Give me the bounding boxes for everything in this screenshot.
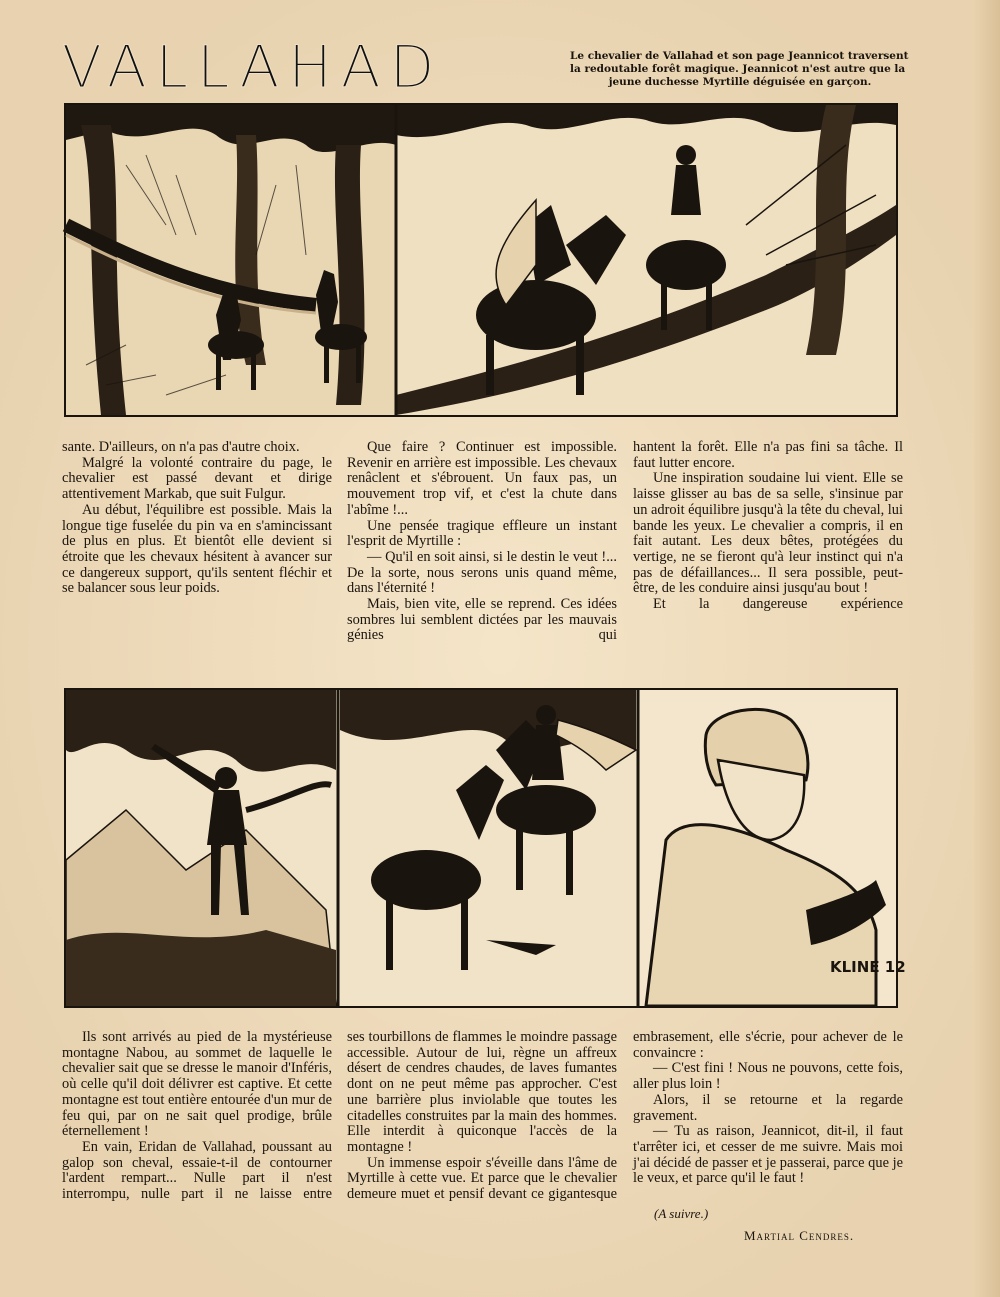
paragraph: Mais, bien vite, elle se reprend. Ces idées sombres lui semblent dictées par les mauvais génies qui (347, 596, 617, 644)
paragraph: sante. D'ailleurs, on n'a pas d'autre choix. (62, 439, 300, 455)
text-column-bottom-3 (633, 1030, 903, 1187)
paragraph: Une inspiration soudaine lui vient. Elle se laisse glisser au bas de sa selle, s'insinue par un adroit équilibre jusqu'à la tête du cheval, lui bande les yeux. Le chevalier a compris, il en fait autant. Les deux bêtes, protégées du vertige, ne se fieront qu'à leur instinct qui n'a pas de défaillances... Il sera possible, peut-être, de les conduire ainsi jusqu'au bout ! (633, 470, 903, 597)
to-be-continued: (A suivre.) (654, 1206, 709, 1221)
paragraph: Malgré la volonté contraire du page, le chevalier est passé devant et dirige attentivement Markab, que suit Fulgur. (62, 454, 332, 503)
forest-crossing-illustration (66, 105, 896, 415)
text-column-top-1 (62, 440, 332, 597)
paragraph: embrasement, elle s'écrie, pour achever de le convaincre : (633, 1029, 903, 1061)
bottom-illustration-panel (64, 688, 906, 1008)
text-column-bottom-1 (62, 1030, 332, 1203)
text-column-top-2 (347, 440, 617, 644)
artist-signature: KLINE 12 (830, 958, 906, 976)
intro-line: la redoutable forêt magique. Jeannicot n'est autre que la (570, 63, 906, 76)
paragraph: ses tourbillons de flammes le moindre passage accessible. Autour de lui, règne un affreux désert de cendres chaudes, de laves fumantes dont on ne peut même pas approcher. C'est une barrière plus inviolable que toutes les citadelles construites par la main des hommes. Elle interdit à quiconque l'accès de la montagne ! (347, 1029, 617, 1155)
story-intro (570, 50, 910, 89)
paragraph: En vain, Eridan de Vallahad, poussant au galop son cheval, essaie-t-il de contourner l'ardent rempart... Nulle part il n'est interrompu, nulle part il ne laisse entre (62, 1138, 332, 1203)
paragraph: Que faire ? Continuer est impossible. Revenir en arrière est impossible. Les chevaux renâclent et s'ébrouent. Un faux pas, un mouvement trop vif, et c'est la chute dans l'abîme !... (347, 439, 617, 518)
paragraph: Et la dangereuse expérience (653, 596, 903, 613)
text-column-bottom-2 (347, 1030, 617, 1203)
paragraph: Une pensée tragique effleure un instant l'esprit de Myrtille : (347, 517, 617, 550)
page-edge-shadow (974, 0, 1000, 1297)
intro-line: Le chevalier de Vallahad et son page Jeannicot traversent (570, 50, 909, 62)
intro-line: jeune duchesse Myrtille déguisée en garçon. (608, 76, 872, 89)
top-illustration-panel (64, 103, 898, 417)
story-title: VALLAHAD (62, 33, 444, 101)
paragraph: — C'est fini ! Nous ne pouvons, cette fois, aller plus loin ! (633, 1060, 903, 1093)
paragraph: — Tu as raison, Jeannicot, dit-il, il faut t'arrêter ici, et cesser de me suivre. Mais moi j'ai décidé de passer et je passerai, parce que je le veux, et parce qu'il le faut ! (633, 1123, 903, 1187)
paragraph: Un immense espoir s'éveille dans l'âme de Myrtille à cette vue. Et parce que le chevalier demeure muet et pensif devant ce gigantesque (347, 1154, 617, 1203)
author-signature: Martial Cendres. (744, 1228, 855, 1243)
paragraph: Ils sont arrivés au pied de la mystérieuse montagne Nabou, au sommet de laquelle le chevalier sait que se dresse le manoir d'Inféris, où celle qu'il doit délivrer est captive. Et cette montagne est tout entière entourée d'un mur de feu qui, par on ne sait quel prodige, brûle éternellement ! (62, 1029, 332, 1140)
text-column-top-3 (633, 440, 903, 613)
mountain-arrival-illustration (66, 690, 906, 1006)
paragraph: Au début, l'équilibre est possible. Mais la longue tige fuselée du pin va en s'amincissant de plus en plus. Et bientôt elle devient si étroite que les chevaux hésitent à avancer sur ce dangereux support, qu'ils sentent fléchir et se balancer sous leur poids. (62, 501, 332, 597)
paragraph: hantent la forêt. Elle n'a pas fini sa tâche. Il faut lutter encore. (633, 439, 903, 471)
paragraph: Alors, il se retourne et la regarde gravement. (633, 1091, 903, 1124)
paragraph: — Qu'il en soit ainsi, si le destin le veut !... De la sorte, nous serons unis quand même, dans l'éternité ! (347, 548, 617, 597)
